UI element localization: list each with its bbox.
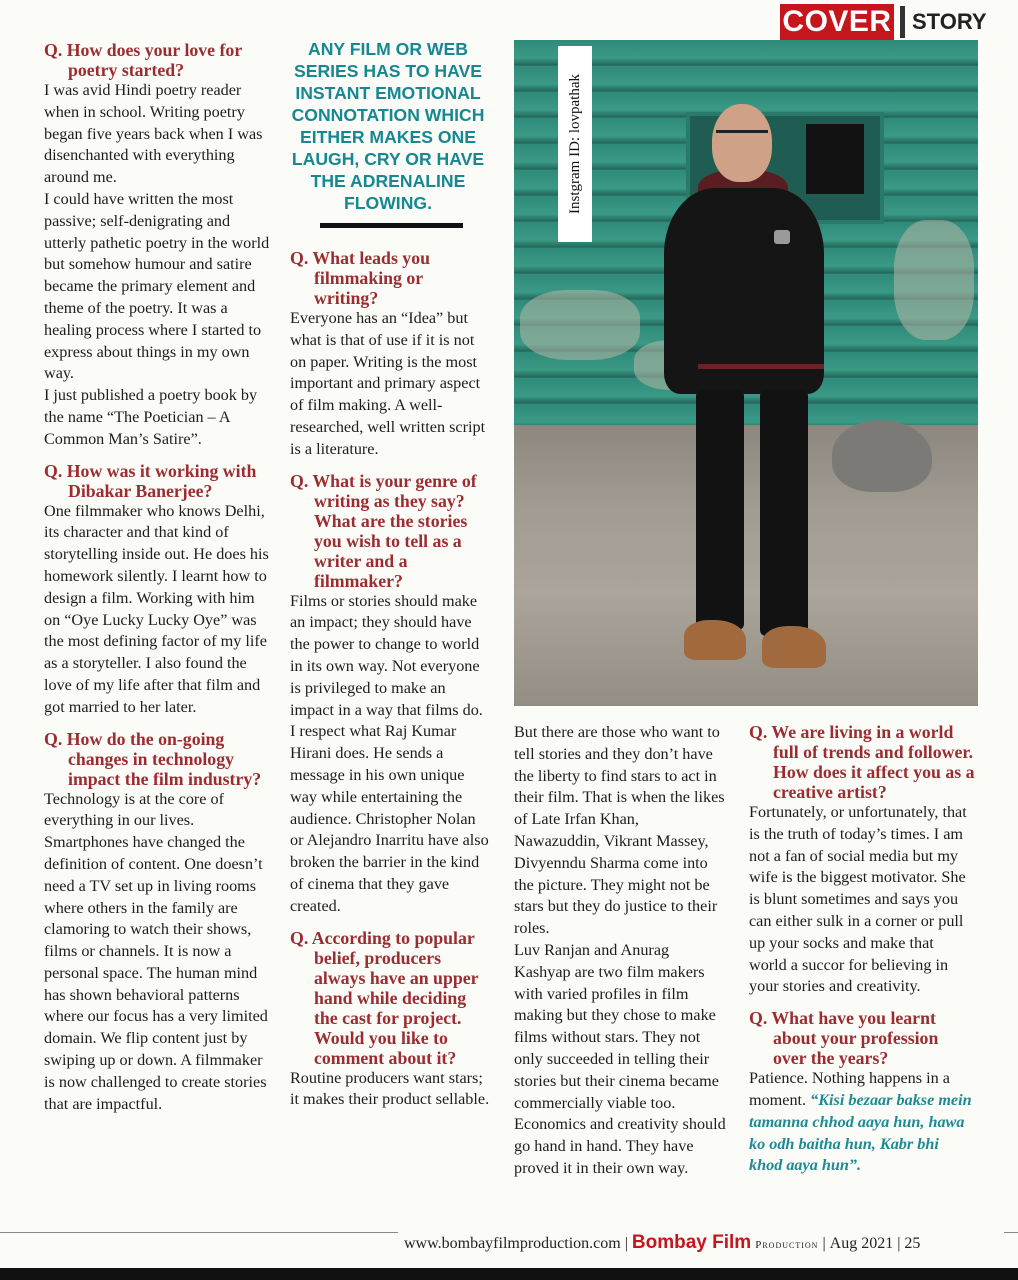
- answer-genre: Films or stories should make an impact; they should have the power to change to world in its own way. Not everyone is privileged to make an impact in a way that films do. I respect what Raj Kumar Hirani does. He sends a message in his own unique way while entertaining the audience. Christopher Nolan or Alejandro Inarritu have also broken the barrier in the kind of cinema that they gave created.: [290, 591, 489, 915]
- pull-quote: ANY FILM OR WEB SERIES HAS TO HAVE INSTANT EMOTIONAL CONNOTATION WHICH EITHER MAKES ONE LAUGH, CRY OR HAVE THE ADRENALINE FLOWING.: [291, 39, 485, 213]
- answer-poetry-2: I could have written the most passive; self-denigrating and utterly pathetic poetry in the world but somehow humour and satire became the primary element and theme of the poetry. It was a healing process where I started to express about things in my own way.: [44, 189, 270, 383]
- question-profession: Q. What have you learnt about your profession over the years?: [749, 1008, 939, 1069]
- question-technology: Q. How do the on-going changes in technology impact the film industry?: [44, 728, 262, 789]
- answer-poetry-1: I was avid Hindi poetry reader when in school. Writing poetry began five years back when I was disenchanted with everything around me.: [44, 81, 263, 187]
- jacket-logo: [774, 230, 790, 244]
- pull-quote-rule: [320, 223, 463, 228]
- question-producers: Q. According to popular belief, producers always have an upper hand while deciding the cast for project. Would you like to comment about it?: [290, 927, 479, 1068]
- question-trends: Q. We are living in a world full of trends and follower. How does it affect you as a creative artist?: [749, 722, 975, 802]
- answer-producers-cont-1: But there are those who want to tell stories and they don’t have the liberty to find stars to act in their film. That is when the likes of Late Irfan Khan, Nawazuddin, Vikrant Massey, Divyenndu Sharma come into the picture. They might not be stars but they do justice to their roles.: [514, 723, 725, 938]
- column-4: [749, 722, 975, 1177]
- bottom-bar: [0, 1268, 1018, 1280]
- answer-filmmaking: Everyone has an “Idea” but what is that of use if it is not on paper. Writing is the most important and primary aspect of film making. A well-researched, well written script is a literature.: [290, 309, 486, 458]
- answer-poetry-3: I just published a poetry book by the name “The Poetician – A Common Man’s Satire”.: [44, 386, 258, 448]
- footer: www.bombayfilmproduction.com | Bombay Film Production | Aug 2021 | 25: [398, 1228, 1004, 1258]
- hindi-couplet: “Kisi bezaar bakse mein tamanna chhod aaya hun, hawa ko odh baitha hun, Kabr bhi khod aaya hun”.: [749, 1090, 972, 1175]
- column-3: [514, 722, 726, 1180]
- column-2: [290, 248, 490, 1111]
- answer-technology: Technology is at the core of everything in our lives. Smartphones have changed the definition of content. One doesn’t need a TV set up in living rooms where others in the family are clamoring to watch their shows, films or channels. It is now a personal space. The human mind has shown behavioral patterns where our focus has a very limited domain. We flip content just by swiping up or down. A filmmaker is now challenged to create stories that are impactful.: [44, 789, 268, 1113]
- answer-producers-cont-2: Luv Ranjan and Anurag Kashyap are two film makers with varied profiles in film making but they chose to make films without stars. They not only succeeded in telling their stories but their cinema became commercially viable too. Economics and creativity should go hand in hand. They have proved it in their own way.: [514, 940, 726, 1177]
- answer-dibakar: One filmmaker who knows Delhi, its character and that kind of storytelling inside out. He does his homework silently. I learnt how to design a film. Working with him on “Oye Lucky Lucky Oye” was the most defining factor of my life as a storyteller. I also found the love of my life after that film and got married to her later.: [44, 501, 269, 716]
- section-tag-cover: COVER: [780, 4, 894, 40]
- answer-profession: [749, 1068, 975, 1177]
- portrait-photo: [514, 40, 978, 706]
- glasses: [716, 130, 768, 145]
- section-tag-story: STORY: [912, 9, 987, 34]
- answer-trends: Fortunately, or unfortunately, that is the truth of today’s times. I am not a fan of social media but my wife is the biggest motivator. She is blunt sometimes and says you can either sulk in a corner or pull up your socks and make that world a succor for believing in your stories and creativity.: [749, 803, 967, 996]
- man-figure: [664, 104, 894, 684]
- question-filmmaking: Q. What leads you filmmaking or writing?: [290, 248, 430, 308]
- footer-brand: Bombay Film: [631, 1232, 752, 1253]
- footer-brand-sub: Production: [755, 1239, 819, 1251]
- answer-profession-text: Patience. Nothing happens in a moment.: [749, 1069, 950, 1109]
- answer-producers: Routine producers want stars; it makes their product sellable.: [290, 1068, 490, 1109]
- footer-website[interactable]: www.bombayfilmproduction.com: [404, 1235, 621, 1252]
- footer-issue: Aug 2021: [829, 1235, 894, 1252]
- section-divider: [900, 6, 905, 38]
- question-dibakar: Q. How was it working with Dibakar Banerjee?: [44, 460, 257, 501]
- photo-credit: Instgram ID: lovpathak: [567, 74, 583, 214]
- shoe-right: [762, 626, 826, 668]
- question-genre: Q. What is your genre of writing as they say? What are the stories you wish to tell as a writer and a filmmaker?: [290, 470, 477, 591]
- page-number: 25: [904, 1235, 921, 1252]
- shoe-left: [684, 620, 746, 660]
- column-1: [44, 40, 270, 1115]
- question-poetry: Q. How does your love for poetry started?: [44, 40, 242, 80]
